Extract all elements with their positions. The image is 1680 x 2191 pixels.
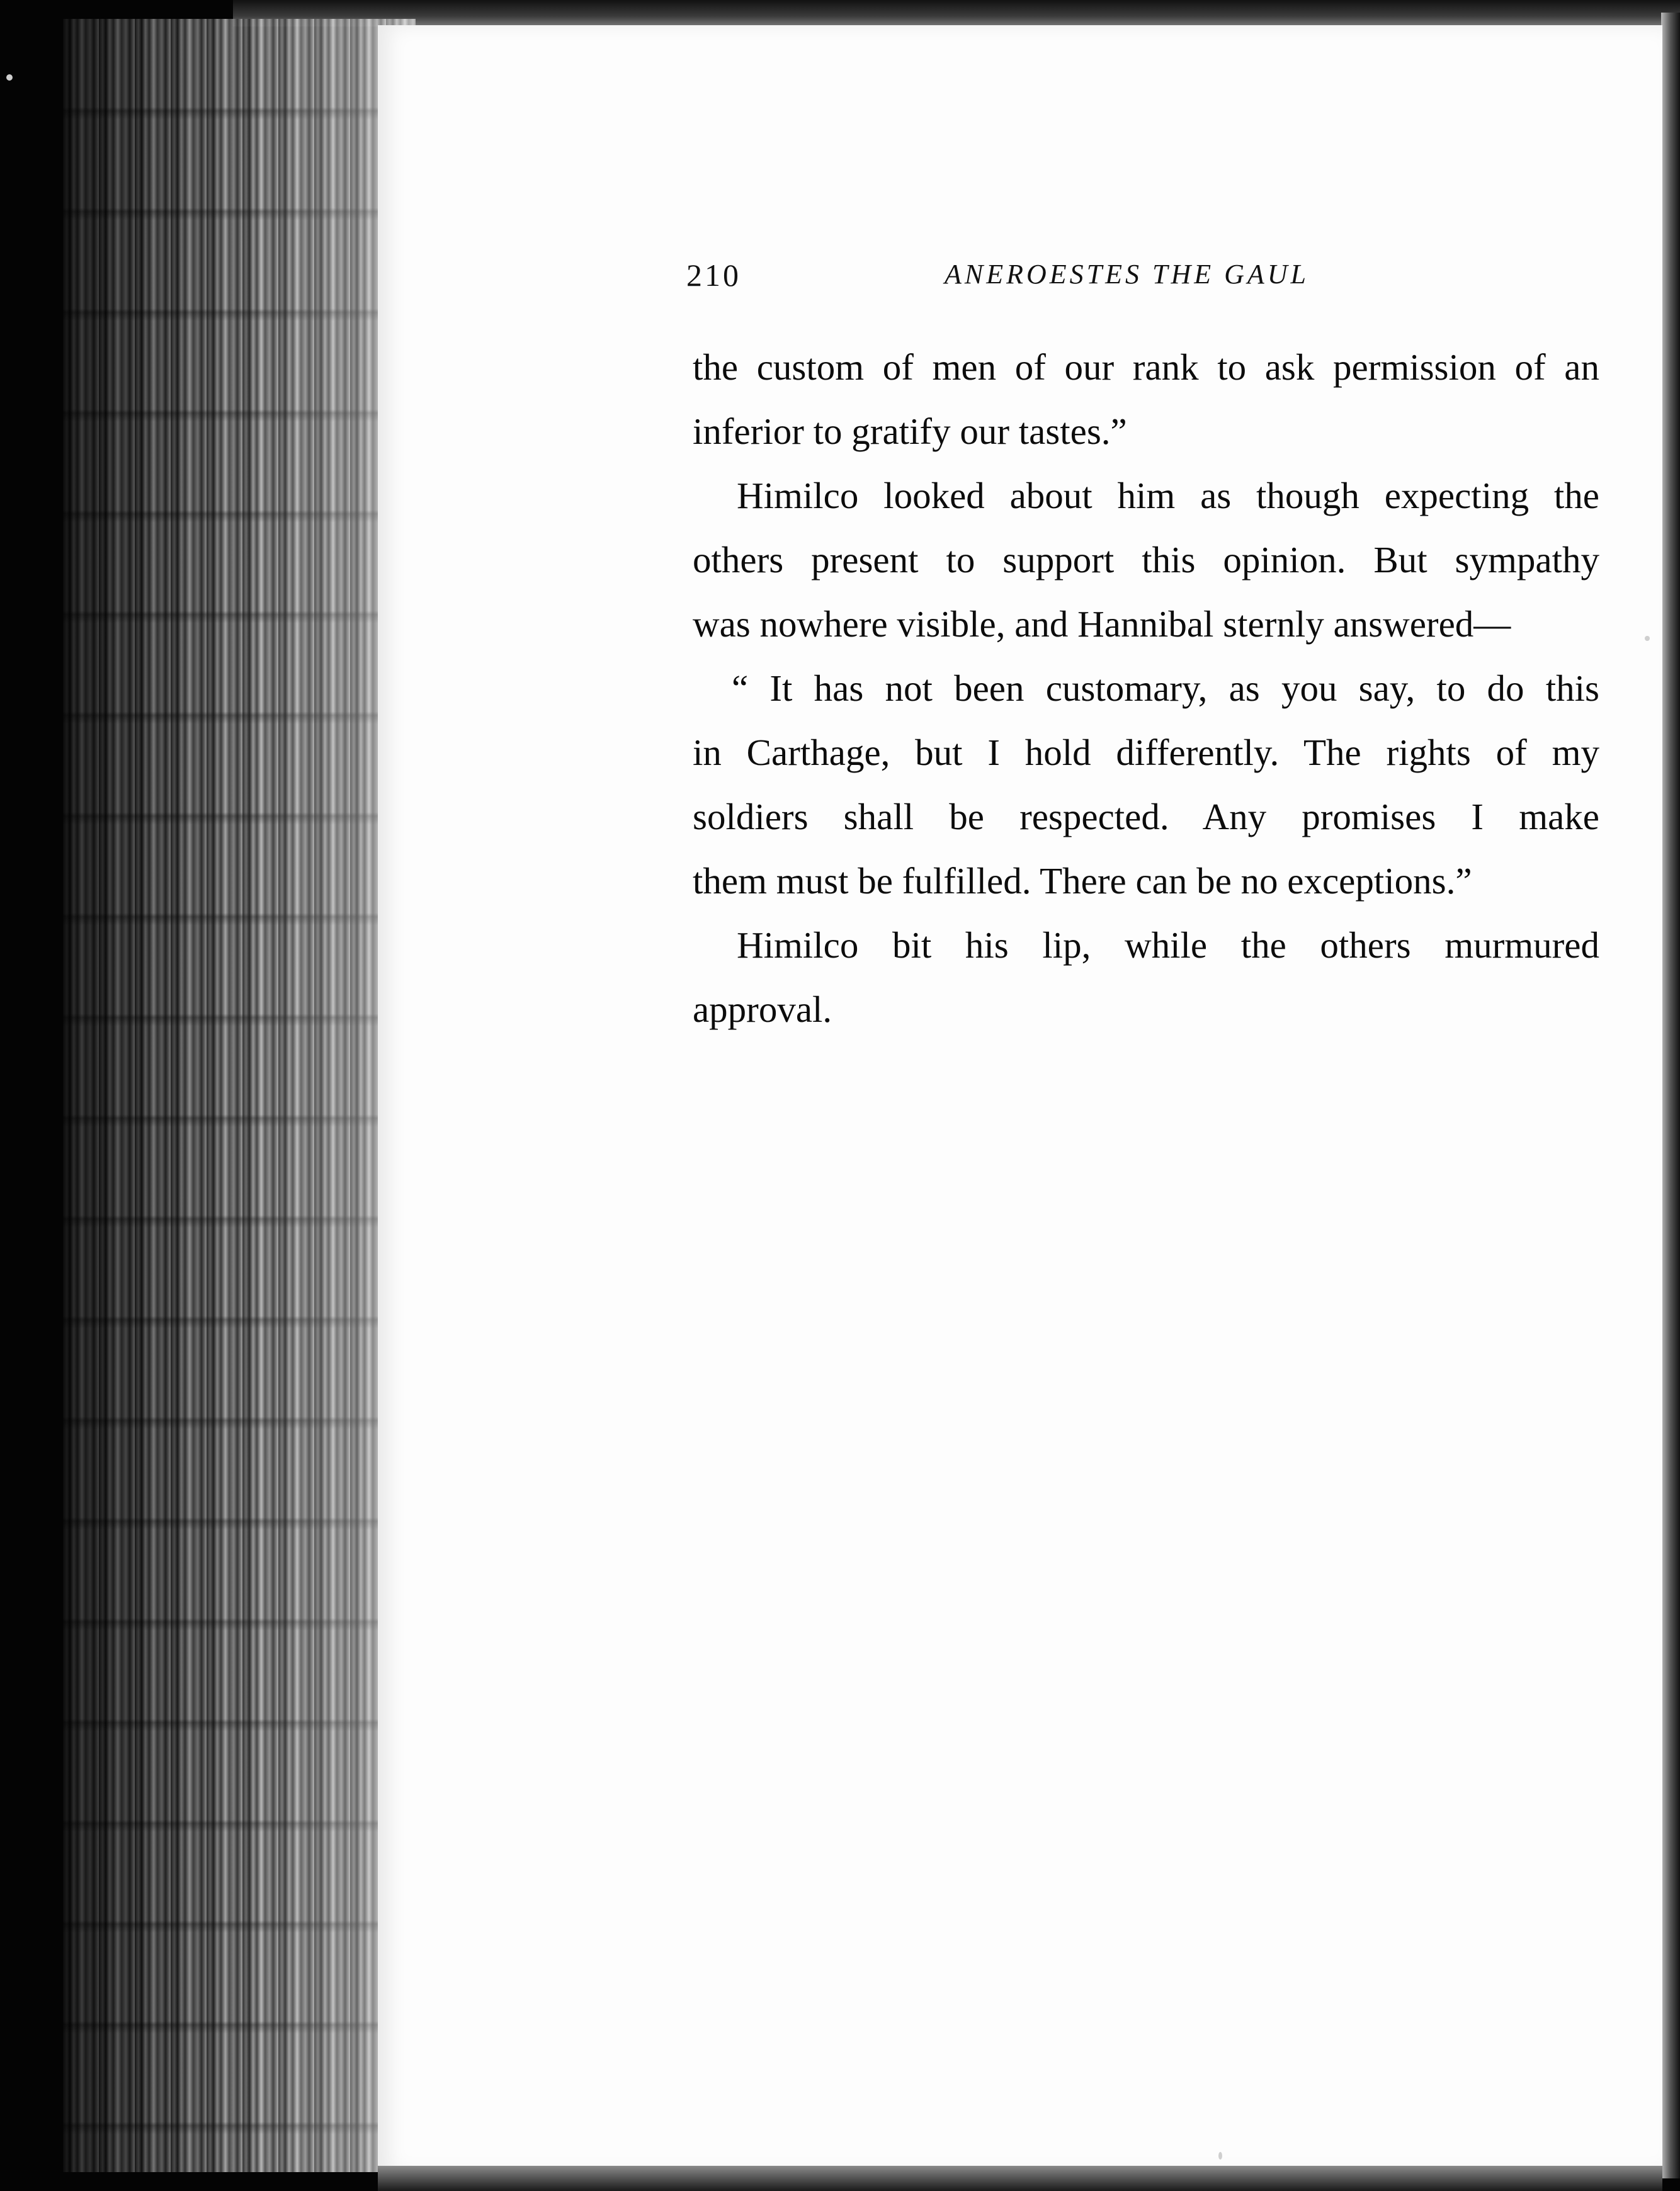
text-line: Himilco looked about him as though expecting the [737, 475, 1599, 516]
text-line: in Carthage, but I hold differently. The rights of my [693, 732, 1599, 773]
body-text [693, 335, 1599, 1041]
text-line: Himilco bit his lip, while the others murmured [737, 924, 1599, 966]
text-line: was nowhere visible, and Hannibal sternly answered— [693, 603, 1511, 645]
scan-speck [6, 74, 13, 81]
text-line: inferior to gratify our tastes.” [693, 410, 1127, 452]
page-edge-streaks [63, 19, 416, 2172]
text-line: them must be fulfilled. There can be no exceptions.” [693, 860, 1472, 902]
text-line: “ It has not been customary, as you say, to do this [732, 667, 1599, 709]
book-cover-right-edge [1661, 13, 1680, 2178]
scan-speck [1218, 2152, 1222, 2160]
scan-speck [1645, 636, 1650, 641]
page-bottom-shadow [378, 2166, 1662, 2191]
running-title: ANEROESTES THE GAUL [945, 259, 1309, 290]
running-head [686, 257, 1606, 301]
text-line: approval. [693, 988, 832, 1030]
text-line: soldiers shall be respected. Any promises I make [693, 796, 1599, 837]
text-line: others present to support this opinion. But sympathy [693, 539, 1599, 580]
text-line: the custom of men of our rank to ask permission of an [693, 346, 1599, 388]
book-page-edges [63, 19, 416, 2172]
book-cover-top-edge [233, 0, 1680, 26]
page-number: 210 [686, 258, 741, 293]
